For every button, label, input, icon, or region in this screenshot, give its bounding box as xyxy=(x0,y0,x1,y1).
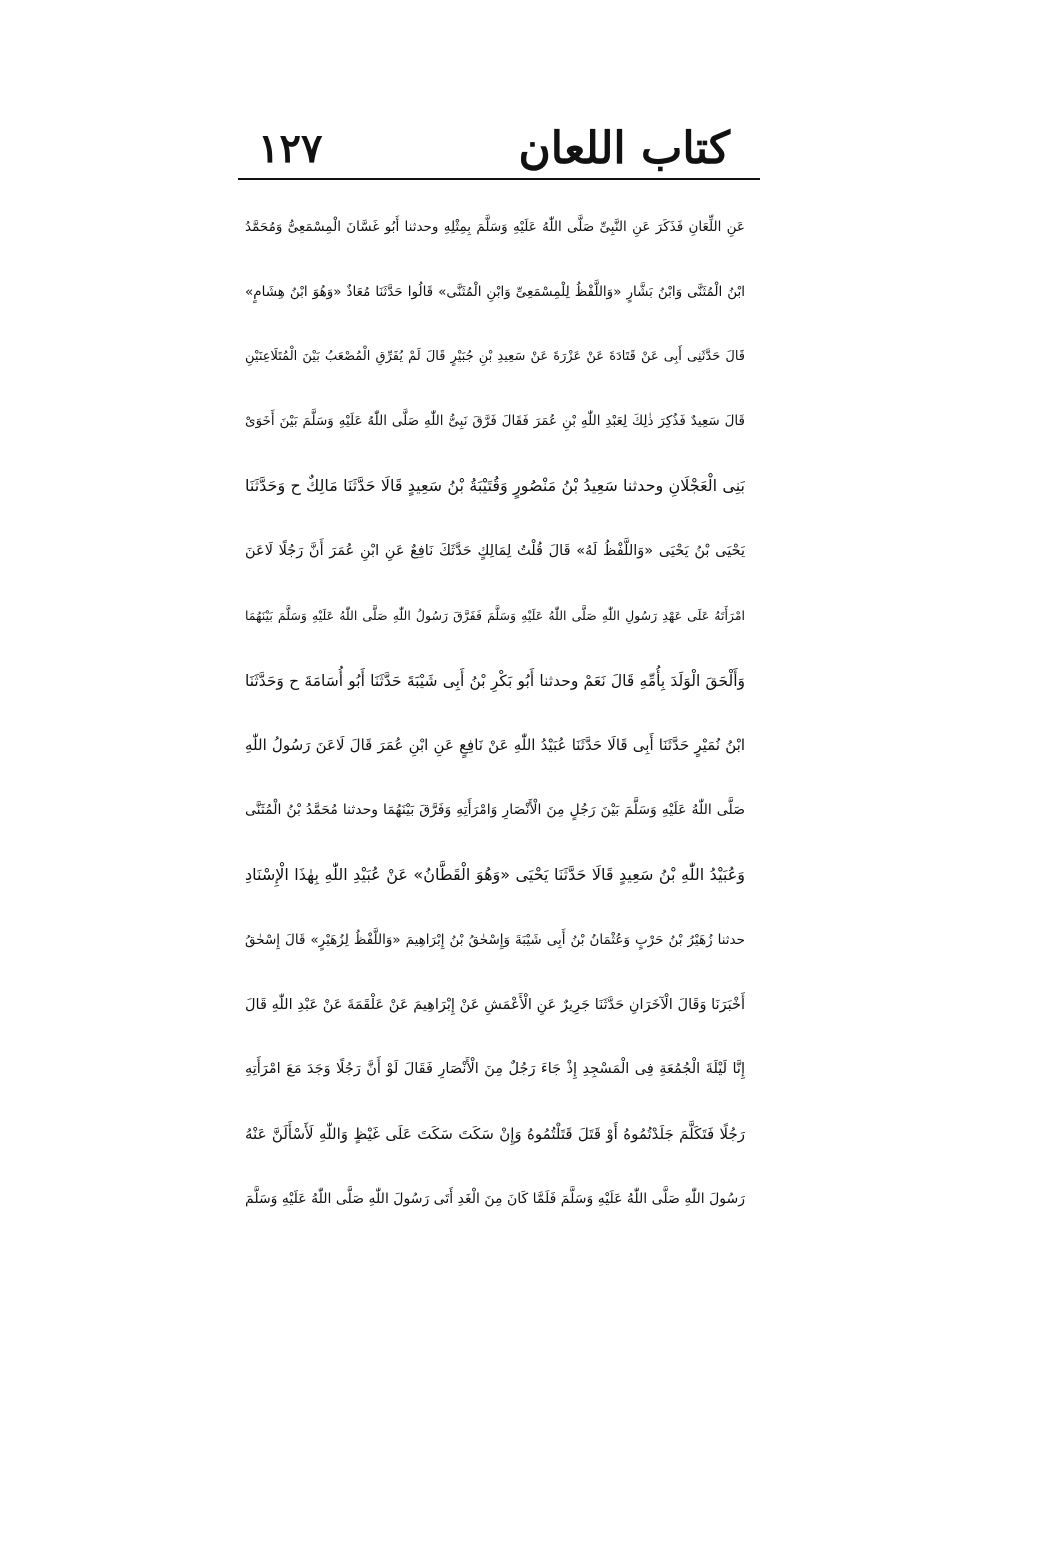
header-rule xyxy=(238,178,760,180)
text-line: يَحْيَى بْنُ يَحْيَى «وَاللَّفْظُ لَهُ» قَالَ قُلْتُ لِمَالِكٍ حَدَّثَكَ نَافِعٌ عَنِ ابْنِ عُمَرَ أَنَّ رَجُلًا لَاعَنَ xyxy=(245,542,745,559)
text-line: رَسُولَ اللّٰهِ صَلَّى اللّٰهُ عَلَيْهِ وَسَلَّمَ فَلَمَّا كَانَ مِنَ الْغَدِ أَتَى رَسُولَ اللّٰهِ صَلَّى اللّٰهُ عَلَيْهِ وَسَلَّمَ xyxy=(245,1190,745,1207)
text-line: أَخْبَرَنَا وَقَالَ الْآخَرَانِ حَدَّثَنَا جَرِيرٌ عَنِ الْأَعْمَشِ عَنْ إِبْرَاهِيمَ عَنْ عَلْقَمَةَ عَنْ عَبْدِ اللّٰهِ قَالَ xyxy=(245,996,745,1013)
chapter-title: كتاب اللعان xyxy=(518,123,730,174)
body-text xyxy=(245,195,745,1232)
running-head xyxy=(238,120,760,180)
text-line: صَلَّى اللّٰهُ عَلَيْهِ وَسَلَّمَ بَيْنَ رَجُلٍ مِنَ الْأَنْصَارِ وَامْرَأَتِهِ وَفَرَّقَ بَيْنَهُمَا وحدثنا مُحَمَّدُ بْنُ الْمُثَنَّى xyxy=(245,802,745,819)
text-line: عَنِ اللِّعَانِ فَذَكَرَ عَنِ النَّبِىِّ صَلَّى اللّٰهُ عَلَيْهِ وَسَلَّمَ بِمِثْلِهِ وحدثنا أَبُو غَسَّانَ الْمِسْمَعِىُّ وَمُحَمَّدُ xyxy=(245,219,745,235)
text-line: حدثنا زُهَيْرُ بْنُ حَرْبٍ وَعُثْمَانُ بْنُ أَبِى شَيْبَةَ وَإِسْحٰقُ بْنُ إِبْرَاهِيمَ «وَاللَّفْظُ لِزُهَيْرٍ» قَالَ إِسْحٰقُ xyxy=(245,931,745,948)
text-line: وَعُبَيْدُ اللّٰهِ بْنُ سَعِيدٍ قَالَا حَدَّثَنَا يَحْيَى «وَهُوَ الْقَطَّانُ» عَنْ عُبَيْدِ اللّٰهِ بِهٰذَا الْإِسْنَادِ xyxy=(245,864,745,884)
text-line: إِنَّا لَيْلَةَ الْجُمُعَةِ فِى الْمَسْجِدِ إِذْ جَاءَ رَجُلٌ مِنَ الْأَنْصَارِ فَقَالَ لَوْ أَنَّ رَجُلًا وَجَدَ مَعَ امْرَأَتِهِ xyxy=(245,1061,745,1078)
text-line: امْرَأَتَهُ عَلَى عَهْدِ رَسُولِ اللّٰهِ صَلَّى اللّٰهُ عَلَيْهِ وَسَلَّمَ فَفَرَّقَ رَسُولُ اللّٰهِ صَلَّى اللّٰهُ عَلَيْهِ وَسَلَّمَ بَيْنَهُمَا xyxy=(245,607,745,623)
text-line: بَنِى الْعَجْلَانِ وحدثنا سَعِيدُ بْنُ مَنْصُورٍ وَقُتَيْبَةُ بْنُ سَعِيدٍ قَالَا حَدَّثَنَا مَالِكٌ ح وَحَدَّثَنَا xyxy=(245,476,745,496)
text-line: قَالَ حَدَّثَنِى أَبِى عَنْ قَتَادَةَ عَنْ عَزْرَةَ عَنْ سَعِيدِ بْنِ جُبَيْرٍ قَالَ لَمْ يُفَرِّقِ الْمُصْعَبُ بَيْنَ الْمُتَلَاعِنَيْنِ xyxy=(245,348,745,364)
page-number: ١٢٧ xyxy=(258,125,323,172)
text-line: قَالَ سَعِيدٌ فَذُكِرَ ذٰلِكَ لِعَبْدِ اللّٰهِ بْنِ عُمَرَ فَقَالَ فَرَّقَ نَبِىُّ اللّٰهِ صَلَّى اللّٰهُ عَلَيْهِ وَسَلَّمَ بَيْنَ أَخَوَىْ xyxy=(245,413,745,430)
text-line: ابْنُ نُمَيْرٍ حَدَّثَنَا أَبِى قَالَا حَدَّثَنَا عُبَيْدُ اللّٰهِ عَنْ نَافِعٍ عَنِ ابْنِ عُمَرَ قَالَ لَاعَنَ رَسُولُ اللّٰهِ xyxy=(245,736,745,755)
text-line: رَجُلًا فَتَكَلَّمَ جَلَدْتُمُوهُ أَوْ قَتَلَ قَتَلْتُمُوهُ وَإِنْ سَكَتَ سَكَتَ عَلَى غَيْظٍ وَاللّٰهِ لَأَسْأَلَنَّ عَنْهُ xyxy=(245,1125,745,1144)
text-line: ابْنُ الْمُثَنَّى وَابْنُ بَشَّارٍ «وَاللَّفْظُ لِلْمِسْمَعِىِّ وَابْنِ الْمُثَنَّى» قَالُوا حَدَّثَنَا مُعَاذٌ «وَهُوَ ابْنُ هِشَامٍ» xyxy=(245,283,745,300)
text-line: وَأَلْحَقَ الْوَلَدَ بِأُمِّهِ قَالَ نَعَمْ وحدثنا أَبُو بَكْرِ بْنُ أَبِى شَيْبَةَ حَدَّثَنَا أَبُو أُسَامَةَ ح وَحَدَّثَنَا xyxy=(245,671,745,690)
